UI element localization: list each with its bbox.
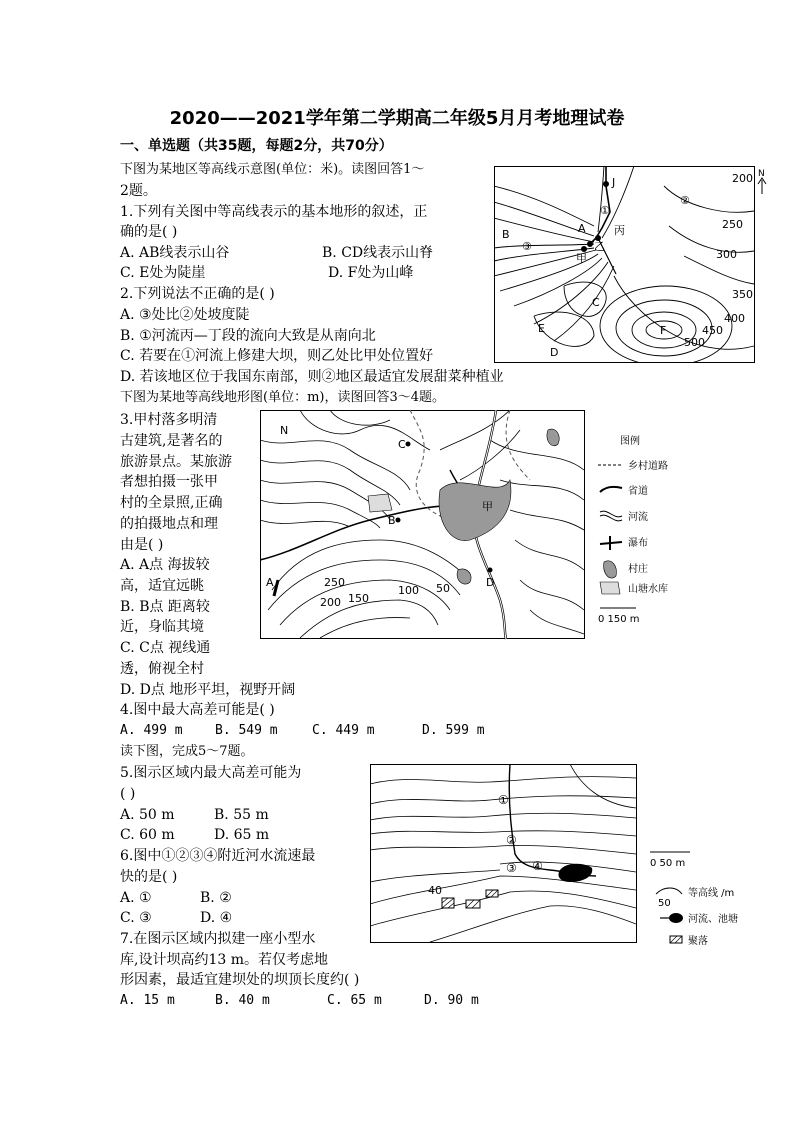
point-jia: 甲 xyxy=(576,252,587,265)
q6-option-b: B. ② xyxy=(200,890,232,906)
legend-title: 图例 xyxy=(620,436,640,447)
point-j: J xyxy=(612,176,616,189)
q1-stem: 1.下列有关图中等高线表示的基本地形的叙述，正 xyxy=(120,204,428,220)
contour-450: 450 xyxy=(702,324,723,337)
q2-option-a: A. ③处比②处坡度陡 xyxy=(120,307,250,323)
g3-intro: 读下图，完成5～7题。 xyxy=(120,744,254,759)
contour-map-1 xyxy=(494,166,776,363)
legend-settlement: 聚落 xyxy=(688,936,708,947)
map2-legend xyxy=(596,430,692,626)
map2-point-c: C xyxy=(398,438,406,451)
q5-stem: 5.图示区域内最大高差可能为 xyxy=(120,765,302,781)
q3-line-2: 古建筑,是著名的 xyxy=(120,433,223,449)
point-a: A xyxy=(578,222,586,235)
contour-250: 250 xyxy=(722,218,743,231)
q5-option-b: B. 55 m xyxy=(214,807,269,823)
legend-contour-value: 50 xyxy=(658,898,671,909)
q3-option-b-cont: 近，身临其境 xyxy=(120,619,204,635)
legend-waterfall: 瀑布 xyxy=(628,538,648,549)
q4-option-b: B. 549 m xyxy=(215,723,278,738)
q3-line-1: 3.甲村落多明清 xyxy=(120,412,218,428)
contour-300: 300 xyxy=(716,248,737,261)
exam-title: 2020——2021学年第二学期高二年级5月月考地理试卷 xyxy=(169,108,625,129)
contour-200: 200 xyxy=(732,172,753,185)
legend-contour: 等高线 /m xyxy=(688,888,735,899)
q1-option-d: D. F处为山峰 xyxy=(328,265,414,281)
q4-option-d: D. 599 m xyxy=(422,723,485,738)
q1-option-c: C. E处为陡崖 xyxy=(120,265,206,281)
q7-stem-cont-2: 形因素，最适宜建坝处的坝顶长度约( ) xyxy=(120,972,360,988)
village-jia: 甲 xyxy=(482,500,493,513)
q2-stem: 2.下列说法不正确的是( ) xyxy=(120,286,275,302)
q5-option-a: A. 50 m xyxy=(120,807,175,823)
q7-stem-cont: 库,设计坝高约13 m。若仅考虑地 xyxy=(120,952,328,968)
point-yi: 乙 xyxy=(594,240,605,253)
point-e: E xyxy=(538,322,545,335)
marker-2: ② xyxy=(506,833,517,847)
q6-stem: 6.图中①②③④附近河水流速最 xyxy=(120,848,316,864)
section-heading: 一、单选题（共35题，每题2分，共70分） xyxy=(120,138,393,154)
contour-map-2 xyxy=(260,410,590,642)
q7-option-a: A. 15 m xyxy=(120,993,175,1008)
map3-contour-40: 40 xyxy=(428,884,442,897)
point-f: F xyxy=(660,324,667,337)
contour-map-3 xyxy=(370,764,640,944)
q7-option-d: D. 90 m xyxy=(424,993,479,1008)
q6-stem-cont: 快的是( ) xyxy=(120,869,178,885)
q7-option-b: B. 40 m xyxy=(215,993,270,1008)
contour-350: 350 xyxy=(732,288,753,301)
point-b: B xyxy=(502,228,510,241)
q6-option-a: A. ① xyxy=(120,890,152,906)
legend-river: 河流 xyxy=(628,512,648,523)
q5-option-c: C. 60 m xyxy=(120,827,175,843)
map2-contour-100: 100 xyxy=(398,584,419,597)
map2-contour-50: 50 xyxy=(436,582,450,595)
q6-option-c: C. ③ xyxy=(120,910,152,926)
point-1: ① xyxy=(600,204,610,217)
q4-stem: 4.图中最大高差可能是( ) xyxy=(120,702,275,718)
map3-legend xyxy=(646,846,766,956)
q3-line-3: 旅游景点。某旅游 xyxy=(120,454,232,470)
q3-line-6: 的拍摄地点和理 xyxy=(120,516,218,532)
map2-point-b: B xyxy=(388,514,396,527)
legend-provincial-road: 省道 xyxy=(628,486,648,497)
legend-reservoir: 山塘水库 xyxy=(628,584,668,595)
g2-intro: 下图为某地等高线地形图(单位：m)，读图回答3～4题。 xyxy=(120,390,446,405)
q3-option-c-cont: 透，俯视全村 xyxy=(120,661,204,677)
map2-contour-200: 200 xyxy=(320,596,341,609)
q3-option-c: C. C点 视线通 xyxy=(120,640,211,656)
contour-400: 400 xyxy=(724,312,745,325)
map2-point-a: A xyxy=(266,576,274,589)
q5-option-d: D. 65 m xyxy=(214,827,270,843)
q3-option-a-cont: 高，适宜远眺 xyxy=(120,578,204,594)
q7-option-c: C. 65 m xyxy=(327,993,382,1008)
north-arrow-icon xyxy=(758,178,766,194)
legend-village: 村庄 xyxy=(628,564,648,575)
q2-option-c: C. 若要在①河流上修建大坝，则乙处比甲处位置好 xyxy=(120,348,434,364)
point-d: D xyxy=(550,346,559,359)
q1-option-a: A. AB线表示山谷 xyxy=(120,245,230,261)
q5-stem-cont: ( ) xyxy=(120,786,136,802)
north-label-2: N xyxy=(280,424,289,437)
legend-village-road: 乡村道路 xyxy=(628,461,668,472)
q3-line-4: 者想拍摄一张甲 xyxy=(120,474,218,490)
map2-contour-250: 250 xyxy=(324,576,345,589)
map3-scale: 0 50 m xyxy=(650,858,686,869)
map2-contour-150: 150 xyxy=(348,592,369,605)
marker-1: ① xyxy=(498,793,509,807)
q3-line-5: 村的全景照,正确 xyxy=(120,495,223,511)
q1-option-b: B. CD线表示山脊 xyxy=(322,245,434,261)
q3-option-a: A. A点 海拔较 xyxy=(120,557,210,573)
q1-stem-cont: 确的是( ) xyxy=(120,224,178,240)
q3-option-b: B. B点 距离较 xyxy=(120,599,210,615)
contour-500: 500 xyxy=(684,336,705,349)
g1-intro: 下图为某地区等高线示意图(单位：米)。读图回答1～ xyxy=(120,162,425,177)
q3-line-7: 由是( ) xyxy=(120,537,164,553)
g1-intro-cont: 2题。 xyxy=(120,183,157,199)
marker-4: ④ xyxy=(532,859,543,873)
q7-stem: 7.在图示区域内拟建一座小型水 xyxy=(120,931,316,947)
q2-option-b: B. ①河流丙—丁段的流向大致是从南向北 xyxy=(120,328,376,344)
q6-option-d: D. ④ xyxy=(200,910,233,926)
point-3: ③ xyxy=(522,240,532,253)
map2-point-d: D xyxy=(486,576,495,589)
q3-option-d: D. D点 地形平坦，视野开阔 xyxy=(120,682,296,698)
point-c: C xyxy=(592,296,600,309)
point-bing: 丙 xyxy=(614,224,625,237)
q2-option-d: D. 若该地区位于我国东南部，则②地区最适宜发展甜菜种植业 xyxy=(120,369,504,385)
point-2: ② xyxy=(680,194,690,207)
legend-river-pond: 河流、池塘 xyxy=(688,914,738,925)
q4-option-c: C. 449 m xyxy=(312,723,375,738)
marker-3: ③ xyxy=(506,861,517,875)
north-label-1: N xyxy=(758,169,765,179)
q4-option-a: A. 499 m xyxy=(120,723,183,738)
map2-scale: 0 150 m xyxy=(598,614,640,625)
